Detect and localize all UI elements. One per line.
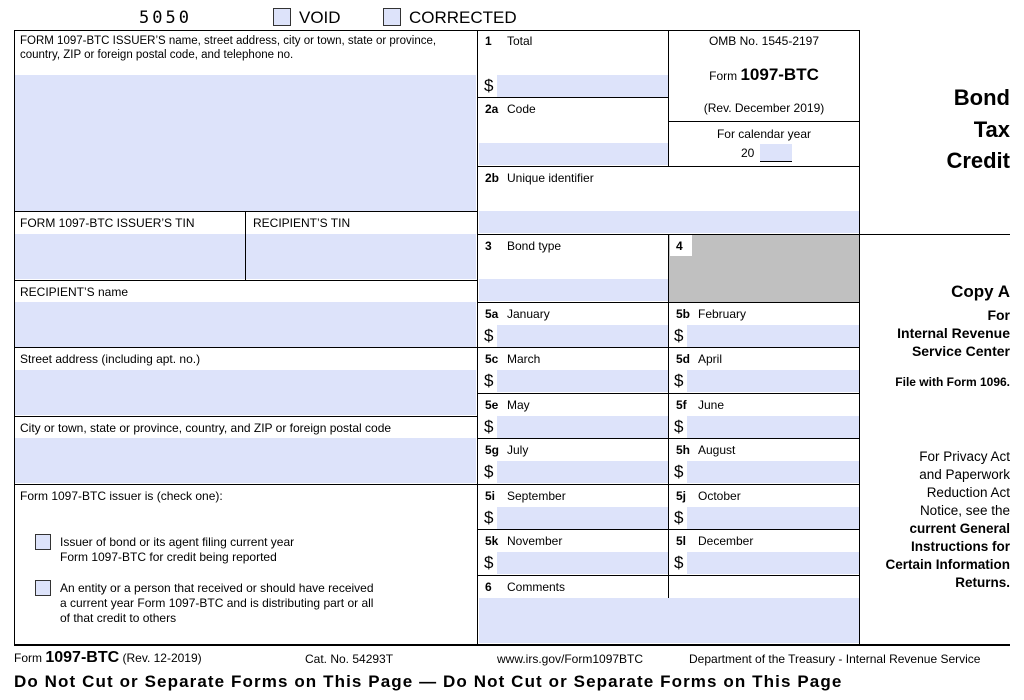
box5l-number: 5l: [676, 534, 687, 548]
form-prefix: Form: [709, 69, 738, 83]
corrected-label: CORRECTED: [409, 8, 517, 27]
footer-url: www.irs.gov/Form1097BTC: [497, 652, 644, 666]
privacy-4: Notice, see the: [919, 503, 1010, 518]
footer-cat: Cat. No. 54293T: [305, 652, 394, 666]
box6-field[interactable]: [479, 598, 859, 643]
box5j-title: October: [698, 489, 741, 503]
issuer-label: FORM 1097-BTC ISSUER’S name, street address, city or town, state or province, country, ZIP or foreign postal code, and telephone no.: [20, 35, 437, 61]
box5e-field[interactable]: [497, 416, 668, 438]
box5i-label: [485, 489, 566, 503]
box2a-number: 2a: [485, 102, 499, 116]
corrected-checkbox[interactable]: [383, 8, 401, 26]
box5h-field[interactable]: [687, 461, 859, 483]
copy-for: For: [987, 307, 1010, 323]
box1-dollar: $: [484, 76, 494, 95]
calendar-year-prefix: 20: [741, 146, 755, 160]
box5c-label: [485, 352, 540, 366]
box6-label: [485, 580, 565, 594]
box5k-label: [485, 534, 562, 548]
rule-bottom: [14, 644, 1010, 646]
recipient-tin-label: RECIPIENT’S TIN: [253, 216, 351, 230]
privacy-8: Returns.: [955, 575, 1010, 590]
recipient-name-field[interactable]: [15, 302, 476, 347]
issuer-of-bond-checkbox[interactable]: [35, 534, 51, 550]
copy-label: Copy A: [951, 282, 1010, 301]
box5c-field[interactable]: [497, 370, 668, 392]
issuer-tin-field[interactable]: [15, 234, 245, 279]
box5l-dollar: $: [674, 553, 684, 572]
box5b-field[interactable]: [687, 325, 859, 347]
privacy-5: current General: [909, 521, 1010, 536]
footer-notice: Do Not Cut or Separate Forms on This Page — Do Not Cut or Separate Forms on This Page: [14, 672, 843, 691]
box3-title: Bond type: [507, 239, 562, 253]
box5h-title: August: [698, 443, 736, 457]
box5k-title: November: [507, 534, 563, 548]
box5a-dollar: $: [484, 326, 494, 345]
box5k-field[interactable]: [497, 552, 668, 574]
box5b-title: February: [698, 307, 747, 321]
box6-number: 6: [485, 580, 492, 594]
box5d-number: 5d: [676, 352, 691, 366]
option2-line3: of that credit to others: [60, 611, 177, 625]
box5h-label: [676, 443, 735, 457]
box5e-title: May: [507, 398, 530, 412]
box2b-field[interactable]: [479, 211, 859, 233]
box3-field[interactable]: [479, 279, 668, 301]
box5j-label: [676, 489, 741, 503]
box5e-dollar: $: [484, 417, 494, 436]
box5f-dollar: $: [674, 417, 684, 436]
recipient-tin-field[interactable]: [246, 234, 476, 279]
void-checkbox[interactable]: [273, 8, 291, 26]
option2-line2: a current year Form 1097-BTC and is distributing part or all: [60, 596, 374, 610]
box2b-number: 2b: [485, 171, 500, 185]
footer-form-prefix: Form: [14, 651, 42, 665]
box2a-field[interactable]: [479, 143, 668, 165]
box5a-number: 5a: [485, 307, 499, 321]
box3-label: [485, 239, 561, 253]
box5f-field[interactable]: [687, 416, 859, 438]
footer-form: [14, 649, 202, 667]
box6-title: Comments: [507, 580, 566, 594]
box2b-label: [485, 171, 594, 185]
street-field[interactable]: [15, 370, 476, 415]
box4-number: 4: [676, 239, 683, 253]
box5c-dollar: $: [484, 371, 494, 390]
box5f-title: June: [698, 398, 725, 412]
box5g-field[interactable]: [497, 461, 668, 483]
form-code: 5050: [139, 8, 192, 28]
copy-irs-1: Internal Revenue: [897, 325, 1010, 341]
box5b-label: [676, 307, 746, 321]
form-title: [669, 65, 859, 86]
box2a-title: Code: [507, 102, 536, 116]
box5d-field[interactable]: [687, 370, 859, 392]
rule-top: [14, 30, 860, 31]
option1-line1: Issuer of bond or its agent filing current year: [60, 535, 295, 549]
option1-line2: Form 1097-BTC for credit being reported: [60, 550, 277, 564]
option2-line1: An entity or a person that received or should have received: [60, 581, 374, 595]
box5g-number: 5g: [485, 443, 500, 457]
box5h-number: 5h: [676, 443, 691, 457]
void-label: VOID: [299, 8, 341, 27]
box5b-number: 5b: [676, 307, 691, 321]
box5d-title: April: [698, 352, 723, 366]
box1-label: [485, 34, 532, 48]
box5k-number: 5k: [485, 534, 499, 548]
copy-irs-2: Service Center: [911, 343, 1010, 359]
issuer-tin-label: FORM 1097-BTC ISSUER’S TIN: [20, 216, 195, 230]
form-name: 1097-BTC: [740, 65, 819, 84]
box5d-label: [676, 352, 722, 366]
box5h-dollar: $: [674, 462, 684, 481]
omb-number: OMB No. 1545-2197: [708, 34, 820, 48]
box5l-label: [676, 534, 753, 548]
footer-form-name: 1097-BTC: [45, 649, 120, 666]
privacy-6: Instructions for: [910, 539, 1010, 554]
privacy-1: For Privacy Act: [919, 449, 1010, 464]
box5j-number: 5j: [676, 489, 687, 503]
calendar-year-field[interactable]: [760, 144, 792, 161]
box1-title: Total: [507, 34, 533, 48]
box2a-label: [485, 102, 536, 116]
box5l-field[interactable]: [687, 552, 859, 574]
title-tax: Tax: [973, 117, 1010, 142]
box5i-title: September: [507, 489, 566, 503]
box5e-label: [485, 398, 530, 412]
box5a-field[interactable]: [497, 325, 668, 347]
city-field[interactable]: [15, 438, 476, 483]
box5j-field[interactable]: [687, 507, 859, 529]
box1-field[interactable]: [497, 75, 668, 97]
box5c-number: 5c: [485, 352, 499, 366]
privacy-7: Certain Information: [885, 557, 1010, 572]
footer-rev: (Rev. 12-2019): [122, 651, 202, 665]
calendar-year-label: For calendar year: [716, 127, 812, 141]
box3-number: 3: [485, 239, 492, 253]
title-credit: Credit: [946, 148, 1010, 173]
box5f-label: [676, 398, 724, 412]
box2b-title: Unique identifier: [507, 171, 594, 185]
privacy-3: Reduction Act: [926, 485, 1010, 500]
title-bond: Bond: [953, 85, 1010, 110]
box5i-number: 5i: [485, 489, 496, 503]
box5d-dollar: $: [674, 371, 684, 390]
issuer-type-label: Form 1097-BTC issuer is (check one):: [20, 489, 223, 503]
street-label: Street address (including apt. no.): [20, 352, 201, 366]
box5a-title: January: [507, 307, 550, 321]
box5a-label: [485, 307, 550, 321]
box5b-dollar: $: [674, 326, 684, 345]
recipient-name-label: RECIPIENT’S name: [20, 285, 129, 299]
box5i-field[interactable]: [497, 507, 668, 529]
file-with: File with Form 1096.: [895, 375, 1010, 389]
privacy-2: and Paperwork: [919, 467, 1010, 482]
box1-number: 1: [485, 34, 492, 48]
footer-dept: Department of the Treasury - Internal Revenue Service: [689, 652, 981, 666]
issuer-field[interactable]: [15, 75, 476, 211]
box5e-number: 5e: [485, 398, 499, 412]
box5j-dollar: $: [674, 508, 684, 527]
distributing-entity-checkbox[interactable]: [35, 580, 51, 596]
box5l-title: December: [698, 534, 754, 548]
box5i-dollar: $: [484, 508, 494, 527]
box5g-title: July: [507, 443, 529, 457]
box5g-label: [485, 443, 528, 457]
revision: (Rev. December 2019): [703, 101, 825, 115]
box5g-dollar: $: [484, 462, 494, 481]
box5c-title: March: [507, 352, 541, 366]
box5k-dollar: $: [484, 553, 494, 572]
city-label: City or town, state or province, country, and ZIP or foreign postal code: [20, 421, 392, 435]
box4-label: [676, 239, 698, 253]
box5f-number: 5f: [676, 398, 687, 412]
